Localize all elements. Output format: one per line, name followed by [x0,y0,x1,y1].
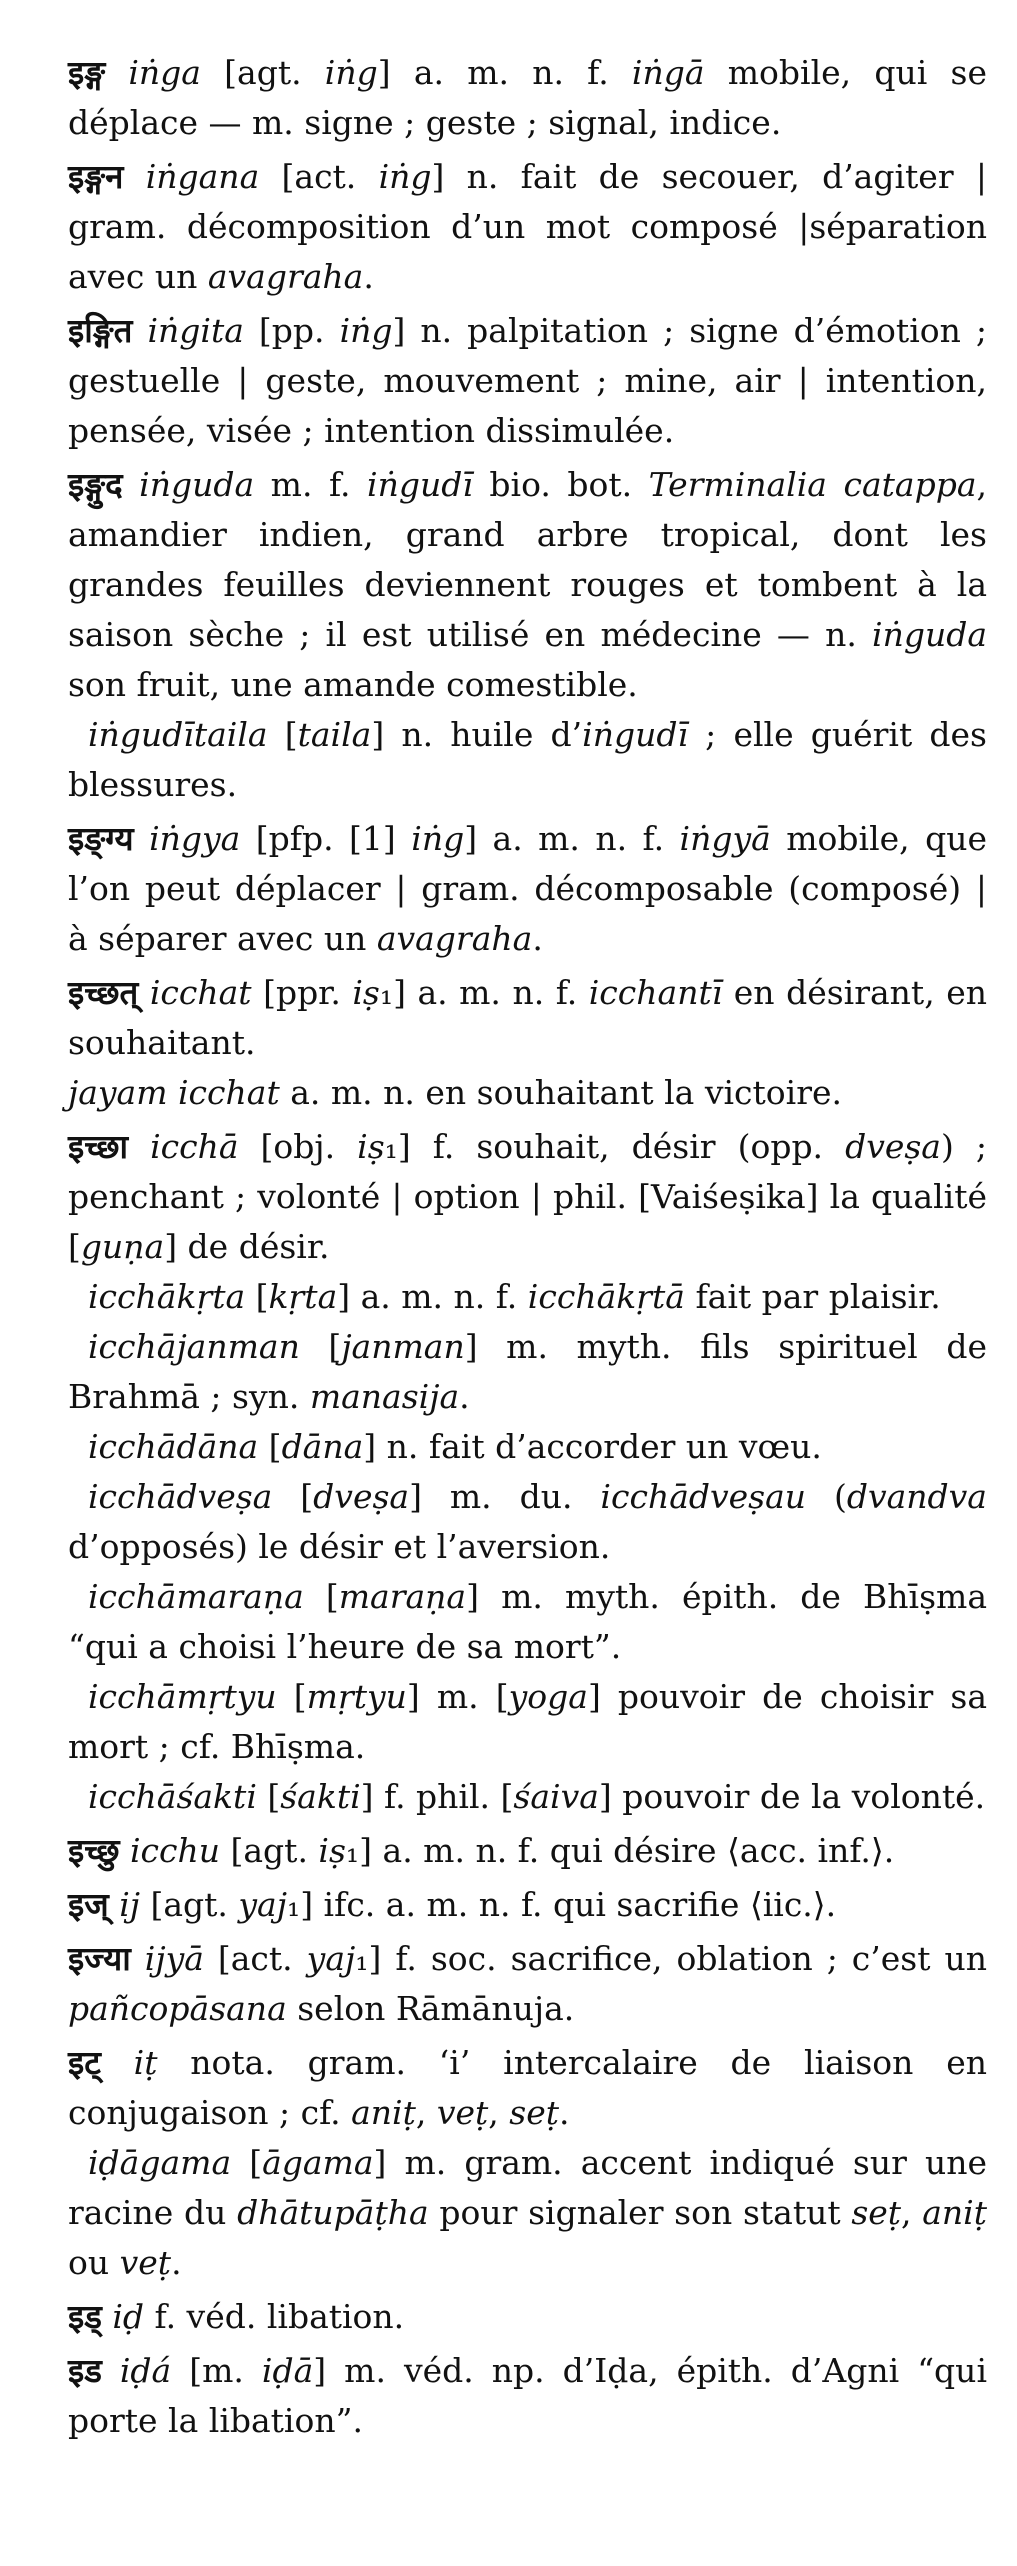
definition-text: selon Rāmānuja. [286,1989,575,2028]
italic-term: manasija [309,1377,460,1416]
definition-text: [pp. [243,311,340,350]
italic-term: taila [297,715,372,754]
dictionary-entry [68,306,987,456]
devanagari-headword: इङ्ग [68,53,106,92]
italic-term: iṅguda [872,615,987,654]
italic-term: śaiva [513,1777,599,1816]
italic-term: iṭ [133,2043,158,2082]
definition-text: ₁] f. souhait, désir (opp. [384,1127,846,1166]
dictionary-entry [68,814,987,964]
italic-term: icchat [149,973,252,1012]
italic-term: avagraha [207,257,364,296]
definition-text: [ [299,1327,342,1366]
dictionary-subentry [68,710,987,810]
italic-term: iṅgya [149,819,241,858]
definition-text: ] a. m. n. f. [464,819,680,858]
italic-term: dvandva [846,1477,987,1516]
italic-term: iṅgana [145,157,260,196]
dictionary-entry [68,2346,987,2446]
definition-text: ] a. m. n. f. [377,53,632,92]
italic-term: icchākṛtā [527,1277,685,1316]
italic-term: icchādveṣau [600,1477,807,1516]
italic-term: aniṭ [922,2193,987,2232]
italic-term: Terminalia catappa [648,465,977,504]
definition-text: [ [272,1477,314,1516]
devanagari-headword: इङ्ग्य [68,819,134,858]
italic-term: dāna [281,1427,364,1466]
italic-term: śakti [280,1777,361,1816]
definition-text: fait par plaisir. [684,1277,941,1316]
definition-text: son fruit, une amande comestible. [68,665,638,704]
italic-term: icchāmṛtyu [88,1677,277,1716]
devanagari-headword: इङ्गुद [68,465,123,504]
definition-text: [ [276,1677,307,1716]
italic-term: iṅgudī [582,715,689,754]
definition-text: ] pouvoir de la volonté. [598,1777,986,1816]
definition-text: [act. [259,157,379,196]
definition-text: ] m. gram. accent indiqué sur une racine du [68,2143,987,2232]
italic-term: dveṣa [313,1477,410,1516]
italic-term: avagraha [376,919,533,958]
dictionary-subentry [68,1772,987,1822]
definition-text: [ [303,1577,339,1616]
entry-list [68,48,987,2446]
definition-text: ou [68,2243,120,2282]
definition-text: ] n. palpitation ; signe d’émotion ; gestuelle | geste, mouvement ; mine, air | intention, pensée, visée ; intention dissimulée. [68,311,987,450]
italic-term: icchāśakti [88,1777,257,1816]
italic-term: aniṭ [351,2093,416,2132]
devanagari-headword: इच्छत् [68,973,139,1012]
italic-term: iṅgudī [367,465,473,504]
definition-text: [agt. [140,1885,239,1924]
definition-text: , [488,2093,510,2132]
dictionary-subentry [68,1322,987,1422]
devanagari-headword: इङ्गन [68,157,124,196]
definition-text: ] m. [ [406,1677,509,1716]
dictionary-subentry [68,1472,987,1572]
italic-term: pañcopāsana [68,1989,287,2028]
italic-term: icchāmaraṇa [88,1577,304,1616]
italic-term: iḍāgama [88,2143,232,2182]
italic-term: icchākṛta [88,1277,246,1316]
definition-text: [ [245,1277,269,1316]
italic-term: iṅga [128,53,201,92]
italic-term: ijyā [144,1939,204,1978]
italic-term: janman [341,1327,465,1366]
definition-text: . [459,1377,470,1416]
italic-term: iṅg [411,819,465,858]
italic-term: iṣ [318,1831,346,1870]
definition-text: ] f. phil. [ [360,1777,514,1816]
definition-text: a. m. n. en souhaitant la victoire. [279,1073,842,1112]
italic-term: iṅg [378,157,432,196]
italic-term: mṛtyu [306,1677,407,1716]
devanagari-headword: इज् [68,1885,109,1924]
definition-text: ] m. myth. fils spirituel de Brahmā ; syn. [68,1327,987,1416]
italic-term: icchājanman [88,1327,300,1366]
italic-term: icchādāna [88,1427,259,1466]
italic-term: iṅgā [631,53,705,92]
definition-text: . [559,2093,570,2132]
definition-text: ] n. fait de secouer, d’agiter | gram. décomposition d’un mot composé |séparation avec un [68,157,987,296]
italic-term: veṭ [119,2243,172,2282]
definition-text: d’opposés) le désir et l’aversion. [68,1527,611,1566]
dictionary-subentry [68,1672,987,1772]
definition-text: ] m. du. [409,1477,601,1516]
italic-term: veṭ [436,2093,489,2132]
definition-text: f. véd. libation. [144,2297,405,2336]
definition-text: [obj. [238,1127,358,1166]
italic-term: yoga [508,1677,588,1716]
italic-term: iṅguda [139,465,255,504]
definition-text: mobile, qui se déplace — m. signe ; geste ; signal, indice. [68,53,987,142]
italic-term: dhātupāṭha [237,2193,429,2232]
definition-text: nota. gram. ‘i’ intercalaire de liaison en conjugaison ; cf. [68,2043,987,2132]
definition-text: [ [267,715,298,754]
italic-term: iḍā [261,2351,314,2390]
definition-text: [act. [203,1939,307,1978]
definition-text: . [532,919,543,958]
italic-term: iṅg [324,53,378,92]
dictionary-subentry [68,2138,987,2288]
dictionary-entry [68,2292,987,2342]
definition-text: ] n. fait d’accorder un vœu. [363,1427,822,1466]
dictionary-entry [68,1880,987,1930]
italic-term: yaj [238,1885,287,1924]
definition-text: [ [231,2143,263,2182]
definition-text: mobile, que l’on peut déplacer | gram. décomposable (composé) | à séparer avec un [68,819,987,958]
definition-text: ] a. m. n. f. [337,1277,528,1316]
italic-term: seṭ [851,2193,902,2232]
dictionary-entry [68,1826,987,1876]
definition-text: ] pouvoir de choisir sa mort ; cf. Bhīṣma. [68,1677,987,1766]
definition-text: [pfp. [1] [240,819,412,858]
definition-text: ₁] a. m. n. f. [379,973,589,1012]
dictionary-entry [68,152,987,302]
italic-term: iṅgita [147,311,244,350]
definition-text: ₁] ifc. a. m. n. f. qui sacrifie ⟨iic.⟩. [286,1885,837,1924]
italic-term: iṅg [339,311,393,350]
devanagari-headword: इच्छा [68,1127,129,1166]
definition-text: ; elle guérit des blessures. [68,715,987,804]
italic-term: dveṣa [845,1127,941,1166]
italic-term: guṇa [80,1227,165,1266]
definition-text: . [171,2243,182,2282]
definition-text: ( [806,1477,847,1516]
dictionary-entry [68,2038,987,2138]
definition-text: ] m. myth. épith. de Bhīṣma “qui a choisi l’heure de sa mort”. [68,1577,987,1666]
italic-term: maraṇa [338,1577,467,1616]
italic-term: iṣ [352,973,380,1012]
devanagari-headword: इट् [68,2043,101,2082]
italic-term: iḍ [112,2297,145,2336]
dictionary-subentry [68,1422,987,1472]
definition-text: en désirant, en souhaitant. [68,973,987,1062]
definition-text: ₁] f. soc. sacrifice, oblation ; c’est un [355,1939,988,1978]
definition-text: ] de désir. [164,1227,330,1266]
definition-text: [m. [171,2351,262,2390]
italic-term: jayam icchat [68,1073,280,1112]
dictionary-subentry [68,1272,987,1322]
definition-text: ] n. huile d’ [371,715,583,754]
italic-term: icchu [129,1831,221,1870]
definition-text: , amandier indien, grand arbre tropical, dont les grandes feuilles deviennent rouges et tombent à la saison sèche ; il est utilisé en médecine — n. [68,465,987,654]
definition-text: . [363,257,374,296]
definition-text: [ [256,1777,281,1816]
italic-term: iṣ [357,1127,385,1166]
dictionary-entry [68,1122,987,1272]
devanagari-headword: इज्या [68,1939,131,1978]
definition-text: m. f. [254,465,368,504]
definition-text: [agt. [220,1831,319,1870]
italic-term: āgama [262,2143,374,2182]
italic-term: kṛta [268,1277,338,1316]
definition-text: ) ; penchant ; volonté | option | phil. [Vaiśeṣika] la qualité [ [68,1127,987,1266]
devanagari-headword: इड [68,2351,102,2390]
italic-term: ij [119,1885,140,1924]
definition-text: ₁] a. m. n. f. qui désire ⟨acc. inf.⟩. [345,1831,895,1870]
italic-term: icchādveṣa [88,1477,273,1516]
dictionary-entry [68,48,987,148]
definition-text: [agt. [200,53,325,92]
dictionary-subentry [68,1572,987,1672]
devanagari-headword: इच्छु [68,1831,120,1870]
italic-term: icchā [150,1127,239,1166]
dictionary-entry [68,460,987,710]
italic-term: iḍá [119,2351,172,2390]
italic-term: yaj [306,1939,356,1978]
definition-text: bio. bot. [472,465,649,504]
dictionary-entry [68,1934,987,2034]
definition-text: ] m. véd. np. d’Iḍa, épith. d’Agni “qui porte la libation”. [68,2351,987,2440]
definition-text: , [901,2193,923,2232]
definition-text: [ppr. [251,973,353,1012]
definition-text: pour signaler son statut [428,2193,852,2232]
dictionary-subentry [68,1068,987,1118]
italic-term: iṅgyā [679,819,771,858]
italic-term: seṭ [509,2093,559,2132]
italic-term: icchantī [588,973,723,1012]
definition-text: [ [258,1427,282,1466]
italic-term: iṅgudītaila [88,715,268,754]
devanagari-headword: इङ्गित [68,311,133,350]
dictionary-entry [68,968,987,1068]
devanagari-headword: इड् [68,2297,102,2336]
definition-text: , [415,2093,437,2132]
